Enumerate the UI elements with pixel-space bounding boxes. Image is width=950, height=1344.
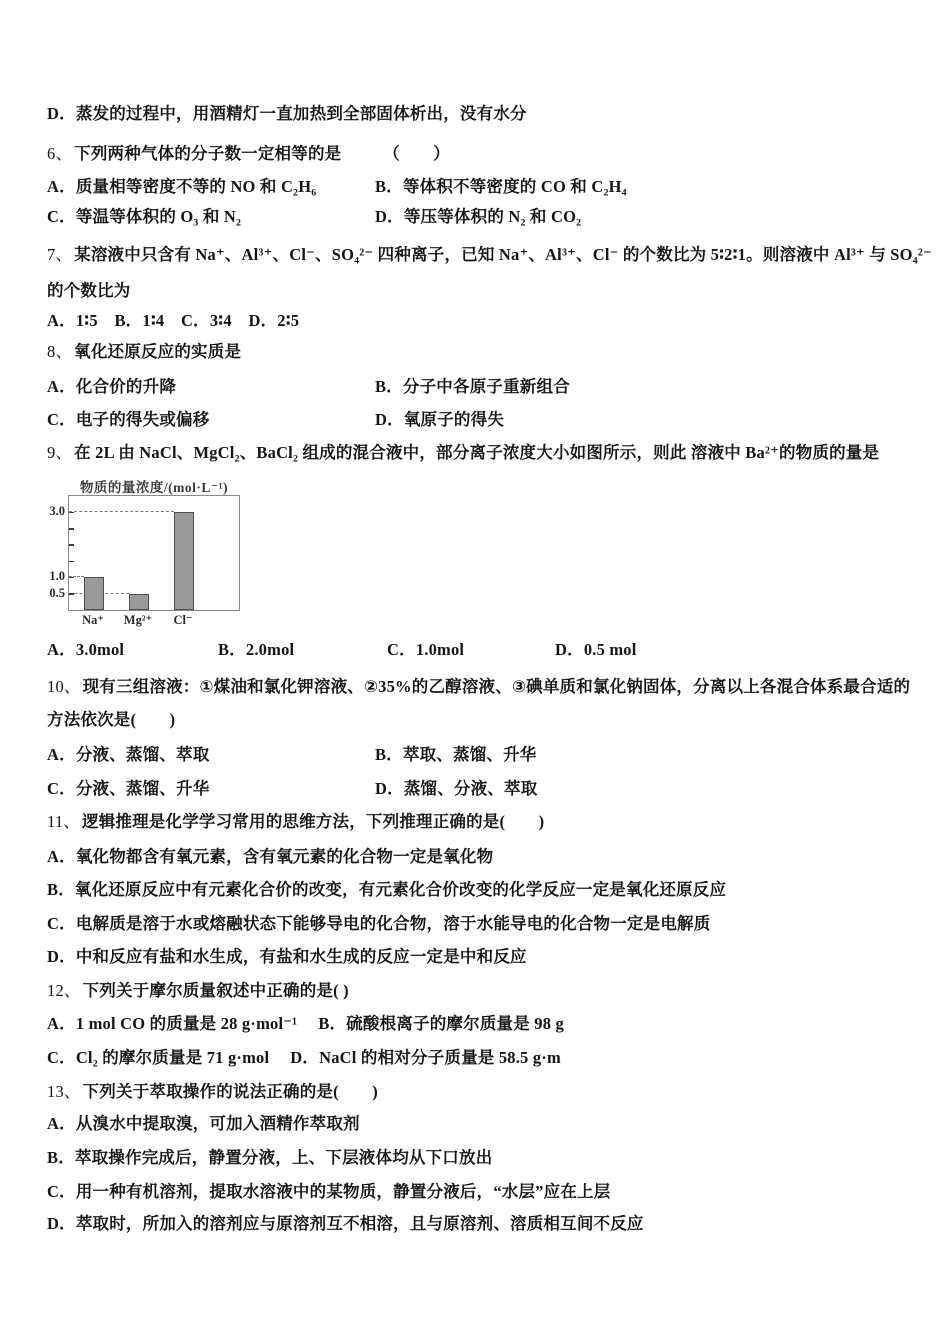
concentration-bar-chart [40,476,270,634]
question-13-option-a [47,1112,360,1136]
question-9-option-a: A．3.0mol [47,640,125,659]
question-9-option-c: C．1.0mol [387,640,465,659]
question-10-option-c: C．分液、蒸馏、升华 [47,779,210,798]
question-12-options-ab-text: A．1 mol CO 的质量是 28 g·mol⁻¹ B．硫酸根离子的摩尔质量是 98 g [47,1014,564,1033]
question-6-option-a: A．质量相等密度不等的 NO 和 C₂H₆ [47,177,317,196]
question-10-number: 10、 [47,677,81,696]
chart-y-tick [69,561,74,563]
question-7-options [47,309,299,333]
question-6-stem [47,142,450,166]
chart-plot-area [68,495,240,611]
question-8-text: 氧化还原反应的实质是 [74,342,242,361]
question-9-text: 在 2L 由 NaCl、MgCl₂、BaCl₂ 组成的混合液中，部分离子浓度大小如图所示，则此 溶液中 Ba²⁺的物质的量是 [74,443,880,462]
question-12-stem [47,979,349,1003]
question-12-number: 12、 [47,981,81,1000]
question-12-options-ab [47,1012,564,1036]
question-7-text-line2: 的个数比为 [47,281,131,300]
question-12-options-cd [47,1046,561,1070]
question-6-option-b: B．等体积不等密度的 CO 和 C₂H₄ [375,177,627,196]
chart-title: 物质的量浓度/(mol·L⁻¹) [79,480,229,495]
question-8-option-a: A．化合价的升降 [47,377,177,396]
question-11-option-b-text: B．氧化还原反应中有元素化合价的改变，有元素化合价改变的化学反应一定是氧化还原反应 [47,880,727,899]
question-6-options-cd [47,205,910,229]
question-8-stem [47,340,241,364]
question-13-option-d-text: D．萃取时，所加入的溶剂应与原溶剂互不相溶，且与原溶剂、溶质相互间不反应 [47,1214,644,1233]
question-12-text: 下列关于摩尔质量叙述中正确的是( ) [82,981,349,1000]
question-7-stem-line2 [47,279,131,303]
question-13-option-a-text: A．从溴水中提取溴，可加入酒精作萃取剂 [47,1114,360,1133]
question-7-number: 7、 [47,245,73,264]
question-9-options [47,638,910,662]
question-10-text-line1: 现有三组溶液：①煤油和氯化钾溶液、②35%的乙醇溶液、③碘单质和氯化钠固体，分离以上各混合体系最合适的 [82,677,911,696]
chart-y-tick-label-1: 1.0 [49,569,65,584]
question-6-option-c: C．等温等体积的 O₃ 和 N₂ [47,207,242,226]
question-11-option-a-text: A．氧化物都含有氧元素，含有氧元素的化合物一定是氧化物 [47,847,494,866]
chart-y-tick [69,577,74,579]
question-6-text: 下列两种气体的分子数一定相等的是 （ ） [74,144,451,163]
question-10-option-b: B．萃取、蒸馏、升华 [375,745,537,764]
question-9-stem [47,441,879,465]
question-8-options-ab [47,375,910,399]
chart-y-tick-label-0: 3.0 [49,504,65,519]
chart-reference-line-2 [69,511,174,512]
question-9-option-b: B．2.0mol [218,640,295,659]
question-9-option-d: D．0.5 mol [555,640,637,659]
question-13-option-c [47,1180,610,1204]
question-8-option-d: D．氧原子的得失 [375,410,505,429]
question-7-stem-line1 [47,243,932,267]
question-8-option-b: B．分子中各原子重新组合 [375,377,570,396]
question-10-option-d: D．蒸馏、分液、萃取 [375,779,538,798]
chart-bar-1 [129,594,149,610]
question-5-option-d [47,102,527,126]
question-9-number: 9、 [47,443,73,462]
question-11-option-d-text: D．中和反应有盐和水生成，有盐和水生成的反应一定是中和反应 [47,947,527,966]
question-11-option-d [47,945,527,969]
question-8-options-cd [47,408,910,432]
chart-y-tick [69,512,74,514]
question-10-options-cd [47,777,910,801]
question-6-option-d: D．等压等体积的 N₂ 和 CO₂ [375,207,582,226]
question-7-text-line1: 某溶液中只含有 Na⁺、Al³⁺、Cl⁻、SO₄²⁻ 四种离子，已知 Na⁺、Al³⁺、Cl⁻ 的个数比为 5∶2∶1。则溶液中 Al³⁺ 与 SO₄²⁻ [74,245,932,264]
chart-x-category-label-1: Mg²⁺ [123,613,153,627]
chart-bar-0 [84,577,104,610]
question-10-text-line2: 方法依次是( ) [47,710,176,729]
question-13-text: 下列关于萃取操作的说法正确的是( ) [82,1082,378,1101]
question-11-option-a [47,845,493,869]
chart-y-tick [69,593,74,595]
question-8-option-c: C．电子的得失或偏移 [47,410,210,429]
question-12-options-cd-text: C．Cl₂ 的摩尔质量是 71 g·mol D．NaCl 的相对分子质量是 58.5 g·m [47,1048,561,1067]
question-11-text: 逻辑推理是化学学习常用的思维方法，下列推理正确的是( ) [82,812,545,831]
question-10-stem-line1 [47,675,910,699]
chart-y-tick [69,544,74,546]
question-8-number: 8、 [47,342,73,361]
chart-y-tick [69,528,74,530]
question-13-number: 13、 [47,1082,81,1101]
question-11-stem [47,810,544,834]
question-10-stem-line2 [47,708,175,732]
question-7-options-text: A．1∶5 B．1∶4 C．3∶4 D．2∶5 [47,311,300,330]
question-6-number: 6、 [47,144,73,163]
chart-x-category-label-2: Cl⁻ [173,613,193,627]
question-10-option-a: A．分液、蒸馏、萃取 [47,745,210,764]
question-13-stem [47,1080,378,1104]
chart-x-category-label-0: Na⁺ [82,613,104,627]
question-11-option-c-text: C．电解质是溶于水或熔融状态下能够导电的化合物，溶于水能导电的化合物一定是电解质 [47,914,711,933]
question-13-option-d [47,1212,644,1236]
question-11-option-c [47,912,710,936]
question-10-options-ab [47,743,910,767]
question-11-option-b [47,878,726,902]
question-11-number: 11、 [47,812,80,831]
question-13-option-b-text: B．萃取操作完成后，静置分液，上、下层液体均从下口放出 [47,1148,493,1167]
chart-y-tick-label-2: 0.5 [49,585,65,600]
question-6-options-ab [47,175,910,199]
question-13-option-c-text: C．用一种有机溶剂，提取水溶液中的某物质，静置分液后，“水层”应在上层 [47,1182,611,1201]
chart-bar-2 [174,512,194,610]
question-13-option-b [47,1146,492,1170]
question-5-option-d-text: D．蒸发的过程中，用酒精灯一直加热到全部固体析出，没有水分 [47,104,527,123]
